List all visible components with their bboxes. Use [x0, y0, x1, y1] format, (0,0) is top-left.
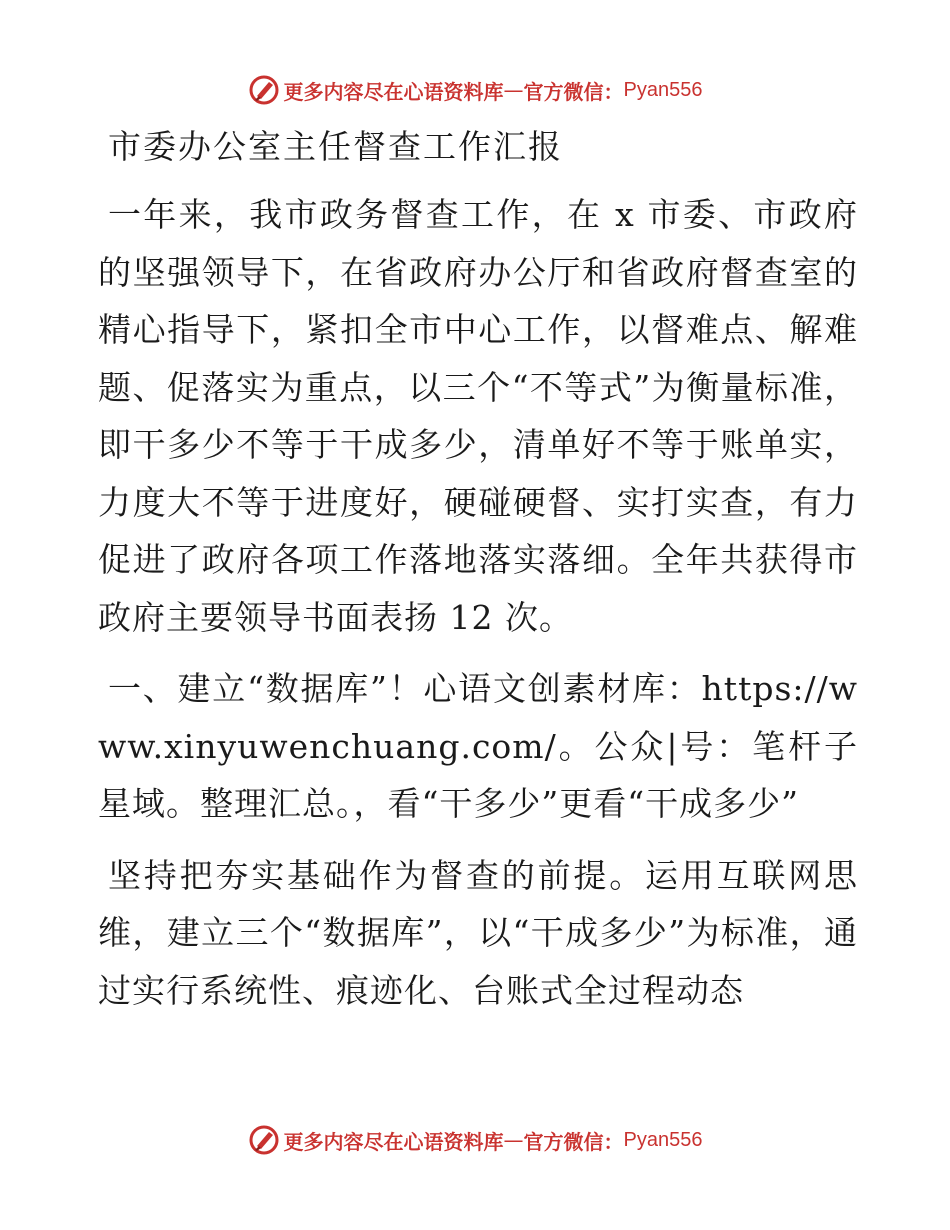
paragraph-intro: 一年来，我市政务督查工作，在 x 市委、市政府的坚强领导下，在省政府办公厅和省政府督查室的精心指导下，紧扣全市中心工作，以督难点、解难题、促落实为重点，以三个“不等式”为衡量标准，即干多少不等于干成多少，清单好不等于账单实，力度大不等于进度好，硬碰硬督、实打实查，有力促进了政府各项工作落地落实落细。全年共获得市政府主要领导书面表扬 12 次。	[98, 195, 858, 637]
brush-logo-icon	[248, 1124, 280, 1156]
document-body	[98, 124, 858, 1033]
banner-separator: —	[503, 78, 524, 102]
banner-account-id: Pyan556	[623, 78, 703, 101]
banner-separator: —	[503, 1128, 524, 1152]
banner-slogan: 更多内容尽在心语资料库	[283, 79, 504, 104]
document-title: 市委办公室主任督查工作汇报	[108, 127, 563, 166]
banner-account-label: 官方微信：	[523, 1129, 624, 1154]
watermark-banner-top	[0, 70, 950, 110]
banner-account-label: 官方微信：	[523, 79, 624, 104]
watermark-banner-bottom	[0, 1120, 950, 1160]
banner-slogan: 更多内容尽在心语资料库	[283, 1129, 504, 1154]
brush-logo-icon	[248, 74, 280, 106]
paragraph-section-heading: 一、建立“数据库”！心语文创素材库：https://www.xinyuwenchuang.com/。公众|号：笔杆子星域。整理汇总。，看“干多少”更看“干成多少”	[98, 669, 858, 823]
banner-account-id: Pyan556	[623, 1128, 703, 1151]
paragraph-foundation: 坚持把夯实基础作为督查的前提。运用互联网思维，建立三个“数据库”，以“干成多少”为标准，通过实行系统性、痕迹化、台账式全过程动态	[98, 855, 858, 1010]
